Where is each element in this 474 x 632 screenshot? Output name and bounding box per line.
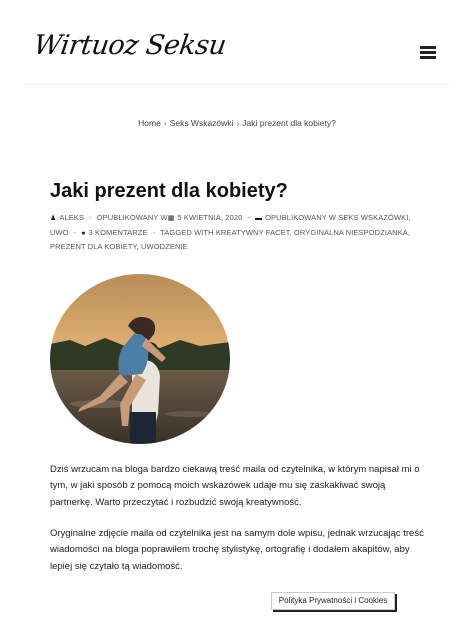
post-meta: ♟ ALEKS - OPUBLIKOWANY W▦ 5 KWIETNIA, 2020 - ▬ OPUBLIKOWANY W SEKS WSKAZÓWKI, UWO - ● 3 KOMENTARZE - TAGGED WITH KREATYWNY FACET, ORYGINALNA NIESPODZIANKA, PREZENT DLA KOBIETY, UWODZENIE (50, 213, 411, 251)
post-date: 5 KWIETNIA, 2020 (177, 213, 243, 222)
user-icon: ♟ (50, 215, 57, 222)
site-header (0, 0, 474, 86)
cookie-policy-button[interactable]: Polityka Prywatności i Cookies (271, 592, 395, 610)
published-prefix: OPUBLIKOWANY W (96, 213, 168, 222)
category-prefix: OPUBLIKOWANY W (265, 213, 337, 222)
comments-icon: ● (81, 229, 86, 237)
post-title: Jaki prezent dla kobiety? (50, 180, 288, 202)
category-link[interactable]: SEKS WSKAZÓWKI (338, 213, 409, 222)
site-logo[interactable]: Wirtuoz Seksu (31, 30, 228, 61)
tags-prefix: TAGGED WITH (160, 227, 214, 237)
breadcrumb (0, 118, 474, 128)
header-divider (24, 84, 450, 85)
tags-links[interactable]: KREATYWNY FACET, ORYGINALNA NIESPODZIANKA, PREZENT DLA KOBIETY, UWODZENIE (50, 227, 411, 251)
category-link-2[interactable]: UWO (50, 227, 69, 237)
post-paragraph: Dziś wrzucam na bloga bardzo ciekawą treść maila od czytelnika, w którym napisał mi o tym, w jaki sposób z pomocą moich wskazówek udaje mu się zaskakiwać swoją partnerkę. Warto przeczytać i rozbudzić swoją kreatywność. (50, 464, 420, 508)
author-link[interactable]: ALEKS (59, 213, 85, 222)
post-paragraph: Oryginalne zdjęcie maila od czytelnika jest na samym dole wpisu, jednak wrzucając treść wiadomości na bloga poprawiłem trochę stylistykę, ortografię i dodałem akapitów, aby lepiej się czytało tą wiadomość. (50, 528, 424, 572)
comments-link[interactable]: 3 KOMENTARZE (88, 227, 148, 237)
hamburger-menu-icon[interactable] (420, 46, 436, 60)
calendar-icon: ▦ (167, 215, 175, 222)
breadcrumb-home[interactable]: Home (138, 118, 161, 128)
breadcrumb-current: Jaki prezent dla kobiety? (242, 118, 336, 128)
breadcrumb-separator: › (236, 118, 240, 128)
folder-icon: ▬ (254, 215, 263, 222)
featured-image (50, 274, 230, 444)
breadcrumb-category[interactable]: Seks Wskazówki (169, 118, 234, 128)
breadcrumb-separator: › (163, 118, 167, 128)
